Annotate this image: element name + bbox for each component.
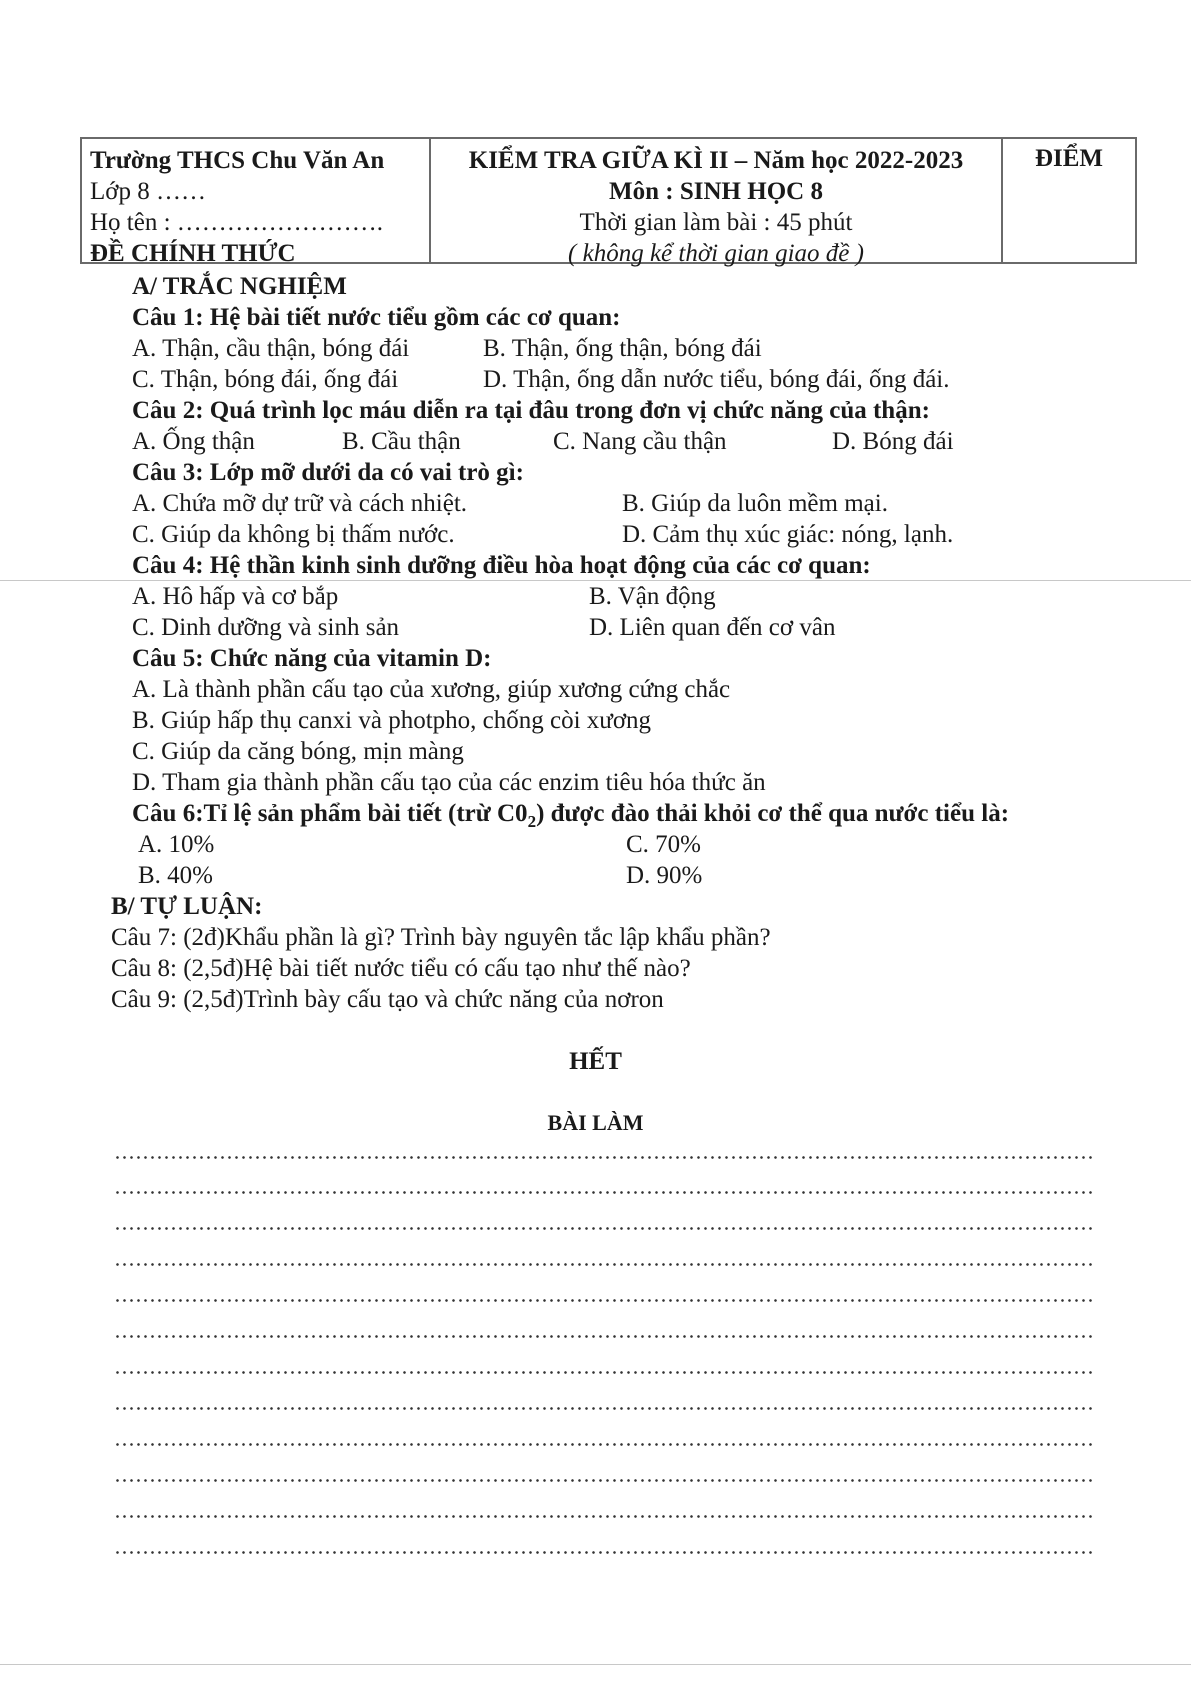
answer-line [114,1551,1093,1554]
question-3: Câu 3: Lớp mỡ dưới da có vai trò gì: [132,459,524,486]
name-field: Họ tên : ……………………. [90,209,384,236]
q6-text-pre: Câu 6:Tỉ lệ sản phẩm bài tiết (trừ C0 [132,800,528,827]
q4-option-c: C. Dinh dưỡng và sinh sản [132,614,400,641]
answer-line [114,1371,1093,1374]
q6-option-c: C. 70% [626,831,701,858]
question-2: Câu 2: Quá trình lọc máu diễn ra tại đâu trong đơn vị chức năng của thận: [132,397,930,424]
q2-option-d: D. Bóng đái [832,428,954,455]
q1-option-d: D. Thận, ống dẫn nước tiểu, bóng đái, ống đái. [483,366,950,393]
answer-line [114,1191,1093,1194]
scan-artifact-line [0,1664,1191,1665]
q4-option-d: D. Liên quan đến cơ vân [589,614,836,641]
q5-option-b: B. Giúp hấp thụ canxi và photpho, chống còi xương [132,707,652,734]
q3-option-c: C. Giúp da không bị thấm nước. [132,521,455,548]
q4-option-a: A. Hô hấp và cơ bắp [132,583,339,610]
q5-option-a: A. Là thành phần cấu tạo của xương, giúp xương cứng chắc [132,676,731,703]
exam-info-cell [431,139,1003,267]
question-5: Câu 5: Chức năng của vitamin D: [132,645,492,672]
answer-title: BÀI LÀM [547,1110,644,1135]
score-cell [1003,139,1135,262]
question-1: Câu 1: Hệ bài tiết nước tiểu gồm các cơ quan: [132,304,621,331]
q4-option-b: B. Vận động [589,583,716,610]
question-9: Câu 9: (2,5đ)Trình bày cấu tạo và chức năng của nơron [111,986,664,1013]
answer-line [114,1227,1093,1230]
exam-subject: Môn : SINH HỌC 8 [609,178,823,205]
q3-option-a: A. Chứa mỡ dự trữ và cách nhiệt. [132,490,468,517]
exam-title: KIỂM TRA GIỮA KÌ II – Năm học 2022-2023 [468,147,964,174]
q6-option-d: D. 90% [626,862,703,889]
exam-header-table [80,137,1137,267]
q5-option-c: C. Giúp da căng bóng, mịn màng [132,738,464,765]
answer-line [114,1479,1093,1482]
answer-line [114,1515,1093,1518]
q3-option-d: D. Cảm thụ xúc giác: nóng, lạnh. [622,521,954,548]
q1-option-a: A. Thận, cầu thận, bóng đái [132,335,410,362]
student-info-cell [82,139,431,267]
q1-option-b: B. Thận, ống thận, bóng đái [483,335,762,362]
answer-line [114,1299,1093,1302]
exam-duration: Thời gian làm bài : 45 phút [579,209,853,236]
class-field: Lớp 8 …… [90,178,206,205]
score-label: ĐIỂM [1034,145,1104,172]
q2-option-b: B. Cầu thận [342,428,461,455]
question-4: Câu 4: Hệ thần kinh sinh dưỡng điều hòa hoạt động của các cơ quan: [132,552,871,579]
q5-option-d: D. Tham gia thành phần cấu tạo của các enzim tiêu hóa thức ăn [132,769,766,796]
end-marker: HẾT [569,1048,622,1075]
exam-note: ( không kể thời gian giao đề ) [568,240,864,267]
q2-option-a: A. Ống thận [132,428,255,455]
section-b-heading: B/ TỰ LUẬN: [111,893,263,920]
answer-line [114,1443,1093,1446]
q6-text-subscript: 2 [527,812,537,831]
q3-option-b: B. Giúp da luôn mềm mại. [622,490,888,517]
q2-option-c: C. Nang cầu thận [553,428,727,455]
q1-option-c: C. Thận, bóng đái, ống đái [132,366,399,393]
question-7: Câu 7: (2đ)Khẩu phần là gì? Trình bày nguyên tắc lập khẩu phần? [111,924,771,951]
q6-option-b: B. 40% [138,862,213,889]
q6-text-post: ) được đào thải khỏi cơ thể qua nước tiểu là: [536,800,1010,827]
answer-line [114,1407,1093,1410]
question-8: Câu 8: (2,5đ)Hệ bài tiết nước tiểu có cấu tạo như thế nào? [111,955,691,982]
question-6 [132,798,1009,837]
school-name: Trường THCS Chu Văn An [90,147,385,174]
answer-line [114,1335,1093,1338]
answer-line [114,1156,1093,1159]
q6-option-a: A. 10% [138,831,215,858]
section-a-heading: A/ TRẮC NGHIỆM [132,273,347,300]
answer-line [114,1263,1093,1266]
official-label: ĐỀ CHÍNH THỨC [90,240,296,267]
